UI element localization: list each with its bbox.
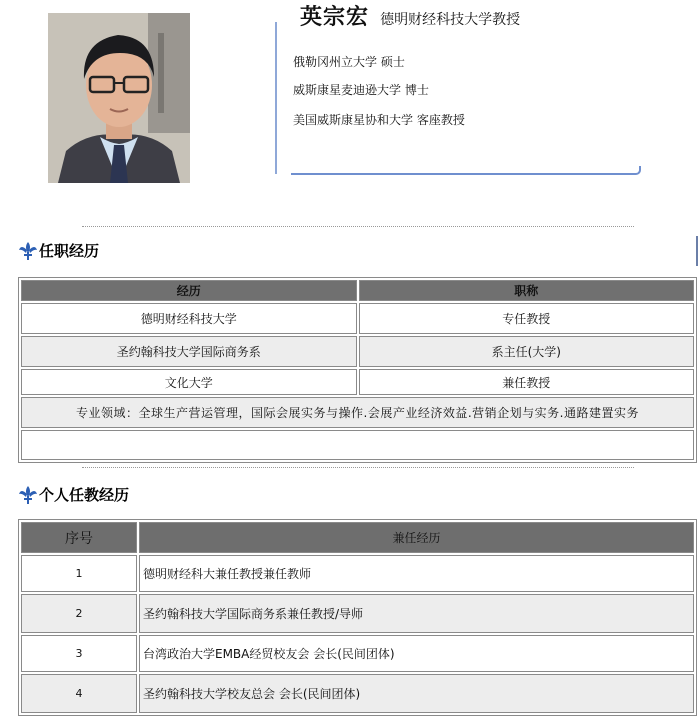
- positions-table: [18, 277, 697, 463]
- table-row: [21, 594, 694, 633]
- cell-description: 台湾政治大学EMBA经贸校友会 会长(民间团体): [139, 635, 694, 672]
- column-header-number: 序号: [21, 522, 137, 553]
- cell-number: 3: [21, 635, 137, 672]
- table-header-row: [21, 522, 694, 553]
- section-heading-teaching: [18, 484, 129, 505]
- bio-box: [275, 22, 641, 174]
- section-heading-positions: [18, 240, 99, 261]
- table-row: [21, 336, 694, 367]
- bio-line-2: 威斯康星麦迪逊大学 博士: [293, 83, 429, 97]
- cell-number: 2: [21, 594, 137, 633]
- table-row: [21, 674, 694, 713]
- section-heading-label: 任职经历: [39, 242, 100, 260]
- bio-line-1: 俄勒冈州立大学 硕士: [293, 55, 405, 69]
- dotted-divider: [82, 226, 634, 227]
- cell-organization: 圣约翰科技大学国际商务系: [21, 336, 357, 367]
- empty-cell: [21, 430, 694, 460]
- profile-title: 德明财经科技大学教授: [380, 12, 521, 28]
- dotted-divider: [82, 467, 634, 468]
- table-header-row: [21, 280, 694, 301]
- column-header-position: 职称: [359, 280, 695, 301]
- cell-number: 1: [21, 555, 137, 592]
- fleur-de-lis-icon: [18, 241, 38, 261]
- cell-number: 4: [21, 674, 137, 713]
- table-row: [21, 555, 694, 592]
- bio-line-3: 美国威斯康星协和大学 客座教授: [293, 113, 465, 127]
- bio-box-border: [291, 166, 641, 175]
- column-header-part-time: 兼任经历: [139, 522, 694, 553]
- table-row: [21, 635, 694, 672]
- cell-organization: 文化大学: [21, 369, 357, 395]
- cell-description: 圣约翰科技大学校友总会 会长(民间团体): [139, 674, 694, 713]
- cell-position: 系主任(大学): [359, 336, 695, 367]
- table-row: [21, 369, 694, 395]
- empty-row: [21, 430, 694, 460]
- cell-position: 专任教授: [359, 303, 695, 334]
- profile-photo: [48, 13, 190, 183]
- profile-name: 英宗宏: [300, 4, 370, 30]
- cell-description: 圣约翰科技大学国际商务系兼任教授/导师: [139, 594, 694, 633]
- column-header-experience: 经历: [21, 280, 357, 301]
- fleur-de-lis-icon: [18, 485, 38, 505]
- specialty-row: [21, 397, 694, 428]
- teaching-table: [18, 519, 697, 716]
- cell-position: 兼任教授: [359, 369, 695, 395]
- section-heading-label: 个人任教经历: [39, 486, 130, 504]
- portrait-illustration: [48, 13, 190, 183]
- table-row: [21, 303, 694, 334]
- cell-description: 德明财经科大兼任教授兼任教师: [139, 555, 694, 592]
- specialty-text: 专业领域：全球生产营运管理，国际会展实务与操作.会展产业经济效益.营销企划与实务.通路建置实务: [21, 397, 694, 428]
- cell-organization: 德明财经科技大学: [21, 303, 357, 334]
